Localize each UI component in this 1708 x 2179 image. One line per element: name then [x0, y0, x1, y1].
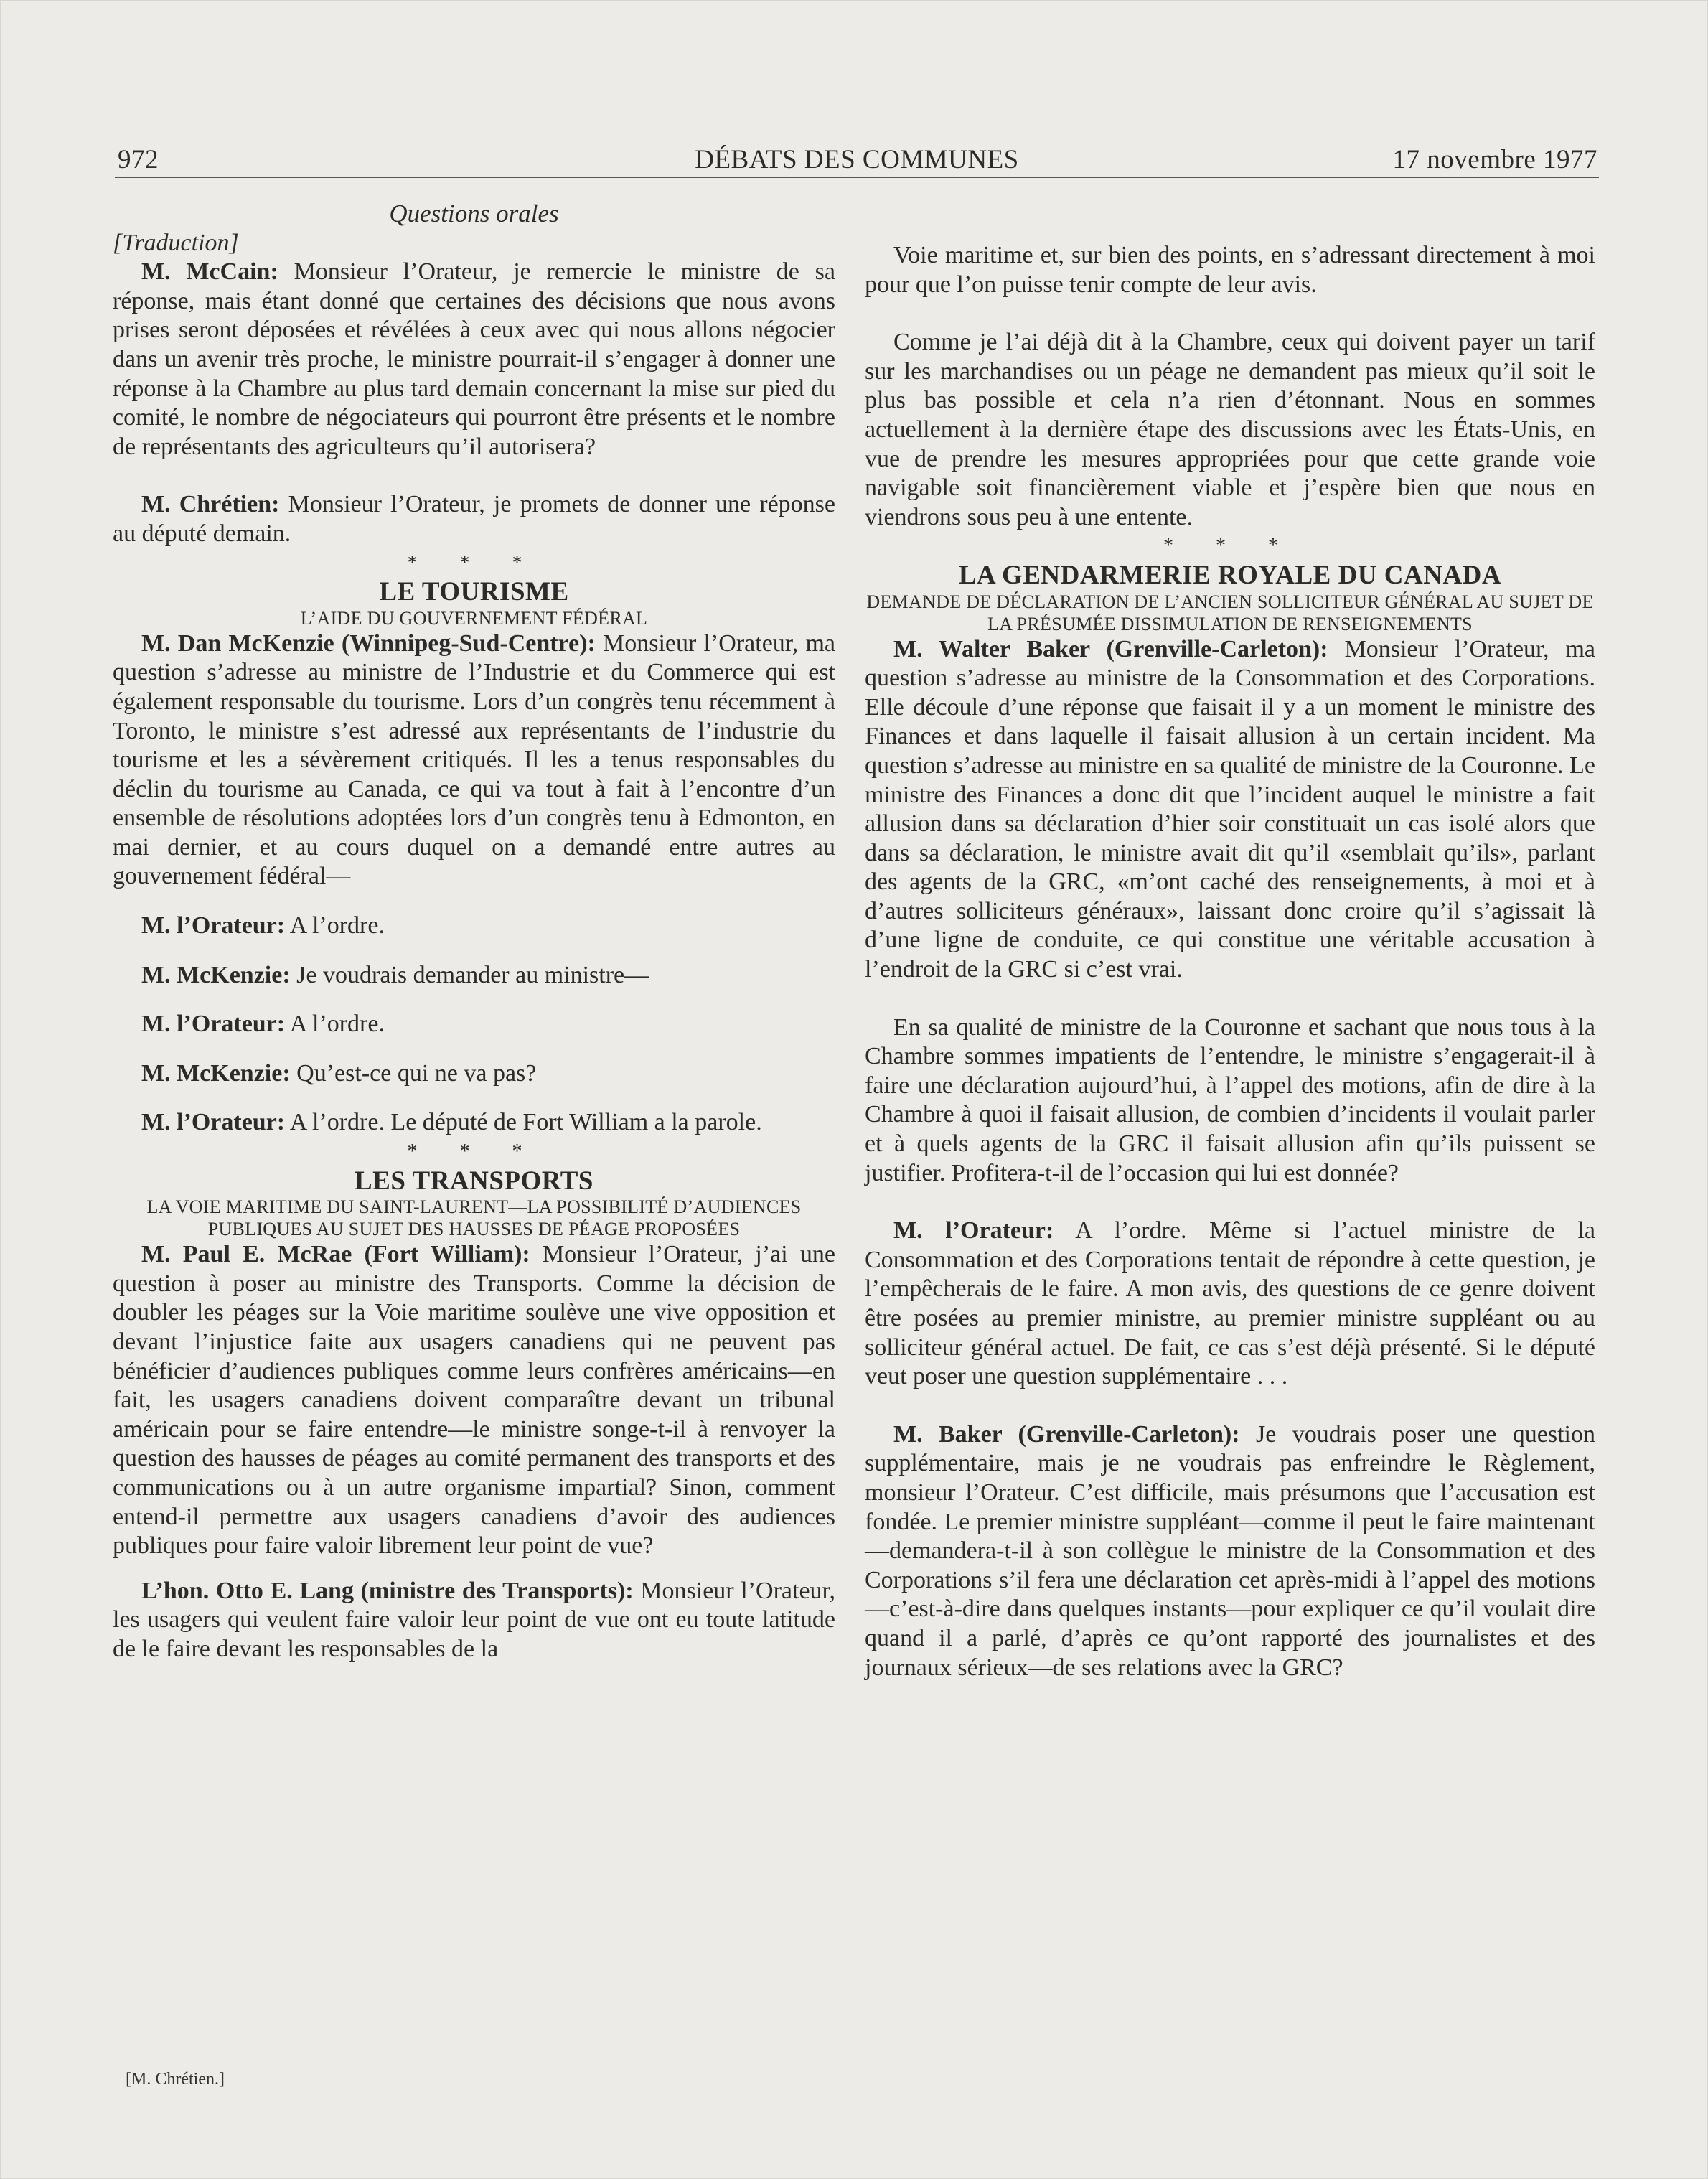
speech: Monsieur l’Orateur, les usagers qui veulent faire valoir leur point de vue ont eu toute latitude de le faire devant les responsables de la	[113, 1577, 835, 1662]
section-separator: * * *	[1163, 535, 1297, 558]
speaker: M. McCain:	[141, 258, 278, 286]
speaker: M. l’Orateur:	[141, 912, 286, 939]
paragraph	[113, 961, 835, 990]
speech: A l’ordre. Le député de Fort William a la parole.	[285, 1109, 762, 1136]
paragraph	[865, 635, 1595, 985]
speaker: L’hon. Otto E. Lang (ministre des Transports):	[141, 1577, 634, 1604]
speech: A l’ordre.	[285, 1011, 385, 1038]
paragraph	[113, 490, 835, 548]
publication-title: DÉBATS DES COMMUNES	[695, 145, 1019, 174]
publication-date: 17 novembre 1977	[1392, 145, 1597, 174]
paragraph	[865, 1217, 1595, 1392]
section-subtitle: L’AIDE DU GOUVERNEMENT FÉDÉRAL	[300, 607, 648, 629]
speaker: M. McKenzie:	[141, 1059, 291, 1087]
speaker: M. McKenzie:	[141, 961, 291, 988]
paragraph	[113, 629, 835, 891]
speech: Monsieur l’Orateur, ma question s’adresse au ministre de l’Industrie et du Commerce qui est également responsable du tourisme. Lors d’un congrès tenu récemment à Toronto, le ministre s’est adressé aux représentants de l’industrie du tourisme et les a sévèrement critiqués. Il les a tenus responsables du déclin du tourisme au Canada, ce qui va tout à fait à l’encontre d’un ensemble de résolutions adoptées lors d’un congrès tenu à Edmonton, en mai dernier, et au cours duquel on a demandé entre autres au gouvernement fédéral—	[113, 629, 835, 890]
paragraph: En sa qualité de ministre de la Couronne et sachant que nous tous à la Chambre sommes impatients de l’entendre, le ministre s’engagerait-il à faire une déclaration aujourd’hui, à l’appel des motions, afin de dire à la Chambre à quoi il faisait allusion, de combien d’incidents il voulait parler et à quels agents de la GRC il faisait allusion afin qu’ils puissent se justifier. Profitera-t-il de l’occasion qui lui est donnée?	[865, 1013, 1595, 1186]
paragraph: Voie maritime et, sur bien des points, en s’adressant directement à moi pour que l’on puisse tenir compte de leur avis.	[865, 242, 1595, 298]
running-head: Questions orales	[389, 200, 559, 228]
speech: Monsieur l’Orateur, je promets de donner une réponse au député demain.	[113, 491, 835, 547]
paragraph	[113, 1059, 835, 1089]
section-separator: * * *	[407, 1140, 541, 1163]
left-column	[113, 200, 835, 1664]
speaker: M. l’Orateur:	[893, 1217, 1054, 1245]
section-title: LES TRANSPORTS	[355, 1166, 593, 1196]
paragraph	[113, 912, 835, 941]
paragraph	[113, 1010, 835, 1039]
paragraph: Comme je l’ai déjà dit à la Chambre, ceux qui doivent payer un tarif sur les marchandises ou un péage ne demandent pas mieux qu’il soit le plus bas possible et cela n’a rien d’étonnant. Nous en sommes actuellement à la dernière étape des discussions avec les États-Unis, en vue de prendre les mesures appropriées pour que cette grande voie navigable soit financièrement viable et j’espère bien que nous en viendrons sous peu à une entente.	[865, 329, 1595, 530]
speaker: M. Chrétien:	[141, 491, 280, 518]
speaker: M. Dan McKenzie (Winnipeg-Sud-Centre):	[141, 629, 596, 657]
section-subtitle: DEMANDE DE DÉCLARATION DE L’ANCIEN SOLLICITEUR GÉNÉRAL AU SUJET DE LA PRÉSUMÉE DISSIMULATION DE RENSEIGNEMENTS	[866, 591, 1594, 634]
speech: Je voudrais poser une question supplémentaire, mais je ne voudrais pas enfreindre le Règlement, monsieur l’Orateur. C’est difficile, mais présumons que l’accusation est fondée. Le premier ministre suppléant—comme il peut le faire maintenant—demandera-t-il à son collègue le ministre de la Consommation et des Corporations s’il fera une déclaration cet après-midi à l’appel des motions—c’est-à-dire dans quelques instants—pour expliquer ce qu’il voulait dire quand il a parlé, d’après ce qu’ont rapporté des journalistes et des journaux sérieux—de ses relations avec la GRC?	[865, 1420, 1595, 1681]
speech: Monsieur l’Orateur, ma question s’adresse au ministre de la Consommation et des Corporations. Elle découle d’une réponse que faisait il y a un moment le ministre des Finances et dans laquelle il faisait allusion à un certain incident. Ma question s’adresse au ministre en sa qualité de ministre de la Couronne. Le ministre des Finances a donc dit que l’incident auquel le ministre a fait allusion dans sa déclaration d’hier soir constituait un cas isolé alors que dans sa déclaration, le ministre avait dit qu’il «semblait qu’ils», parlant des agents de la GRC, «m’ont caché des renseignements, à moi et à d’autres solliciteurs généraux», laissant donc croire qu’il s’agissait là d’une ligne de conduite, ce qui constitue une véritable accusation à l’endroit de la GRC si c’est vrai.	[865, 635, 1595, 983]
speech: Je voudrais demander au ministre—	[290, 961, 649, 988]
paragraph	[113, 1108, 835, 1138]
paragraph	[113, 1577, 835, 1664]
page-header	[115, 141, 1599, 178]
speaker: M. Paul E. McRae (Fort William):	[141, 1241, 530, 1268]
speaker: M. l’Orateur:	[141, 1011, 286, 1038]
paragraph	[865, 1420, 1595, 1682]
speaker: M. l’Orateur:	[141, 1109, 286, 1136]
speaker: M. Baker (Grenville-Carleton):	[893, 1420, 1240, 1448]
paragraph	[113, 1240, 835, 1561]
section-title: LA GENDARMERIE ROYALE DU CANADA	[958, 560, 1502, 590]
speech: Qu’est-ce qui ne va pas?	[290, 1059, 537, 1087]
footer-note: [M. Chrétien.]	[126, 2070, 225, 2089]
speaker: M. Walter Baker (Grenville-Carleton):	[893, 635, 1328, 662]
translation-tag: [Traduction]	[113, 229, 239, 256]
speech: A l’ordre.	[285, 912, 385, 939]
speech: A l’ordre. Même si l’actuel ministre de la Consommation et des Corporations tentait de répondre à cette question, je l’empêcherais de le faire. A mon avis, des questions de ce genre doivent être posées au premier ministre, au premier ministre suppléant ou au solliciteur général actuel. De fait, ce cas s’est déjà présenté. Si le député veut poser une question supplémentaire . . .	[865, 1217, 1595, 1390]
right-column	[865, 241, 1595, 1682]
paragraph	[113, 258, 835, 461]
section-subtitle: LA VOIE MARITIME DU SAINT-LAURENT—LA POSSIBILITÉ D’AUDIENCES PUBLIQUES AU SUJET DES HAUSSES DE PÉAGE PROPOSÉES	[146, 1196, 802, 1240]
page-number: 972	[118, 145, 159, 174]
section-separator: * * *	[407, 551, 541, 574]
speech: Monsieur l’Orateur, je remercie le ministre de sa réponse, mais étant donné que certaines des décisions que nous avons prises seront déposées et révélées à ceux avec qui nous allons négocier dans un avenir très proche, le ministre pourrait-il s’engager à donner une réponse à la Chambre au plus tard demain concernant la mise sur pied du comité, le nombre de négociateurs qui pourront être présents et le nombre de représentants des agriculteurs qu’il autorisera?	[113, 258, 835, 460]
speech: Monsieur l’Orateur, j’ai une question à poser au ministre des Transports. Comme la décision de doubler les péages sur la Voie maritime soulève une vive opposition et devant l’injustice faite aux usagers canadiens qui ne peuvent pas bénéficier d’audiences publiques comme leurs confrères américains—en fait, les usagers canadiens doivent comparaître devant un tribunal américain pour se faire entendre—le ministre songe-t-il à renvoyer la question des hausses de péages au comité permanent des transports et des communications ou à un autre organisme impartial? Sinon, comment entend-il permettre aux usagers canadiens d’avoir des audiences publiques pour faire valoir librement leur point de vue?	[113, 1241, 836, 1560]
section-title: LE TOURISME	[379, 577, 569, 607]
